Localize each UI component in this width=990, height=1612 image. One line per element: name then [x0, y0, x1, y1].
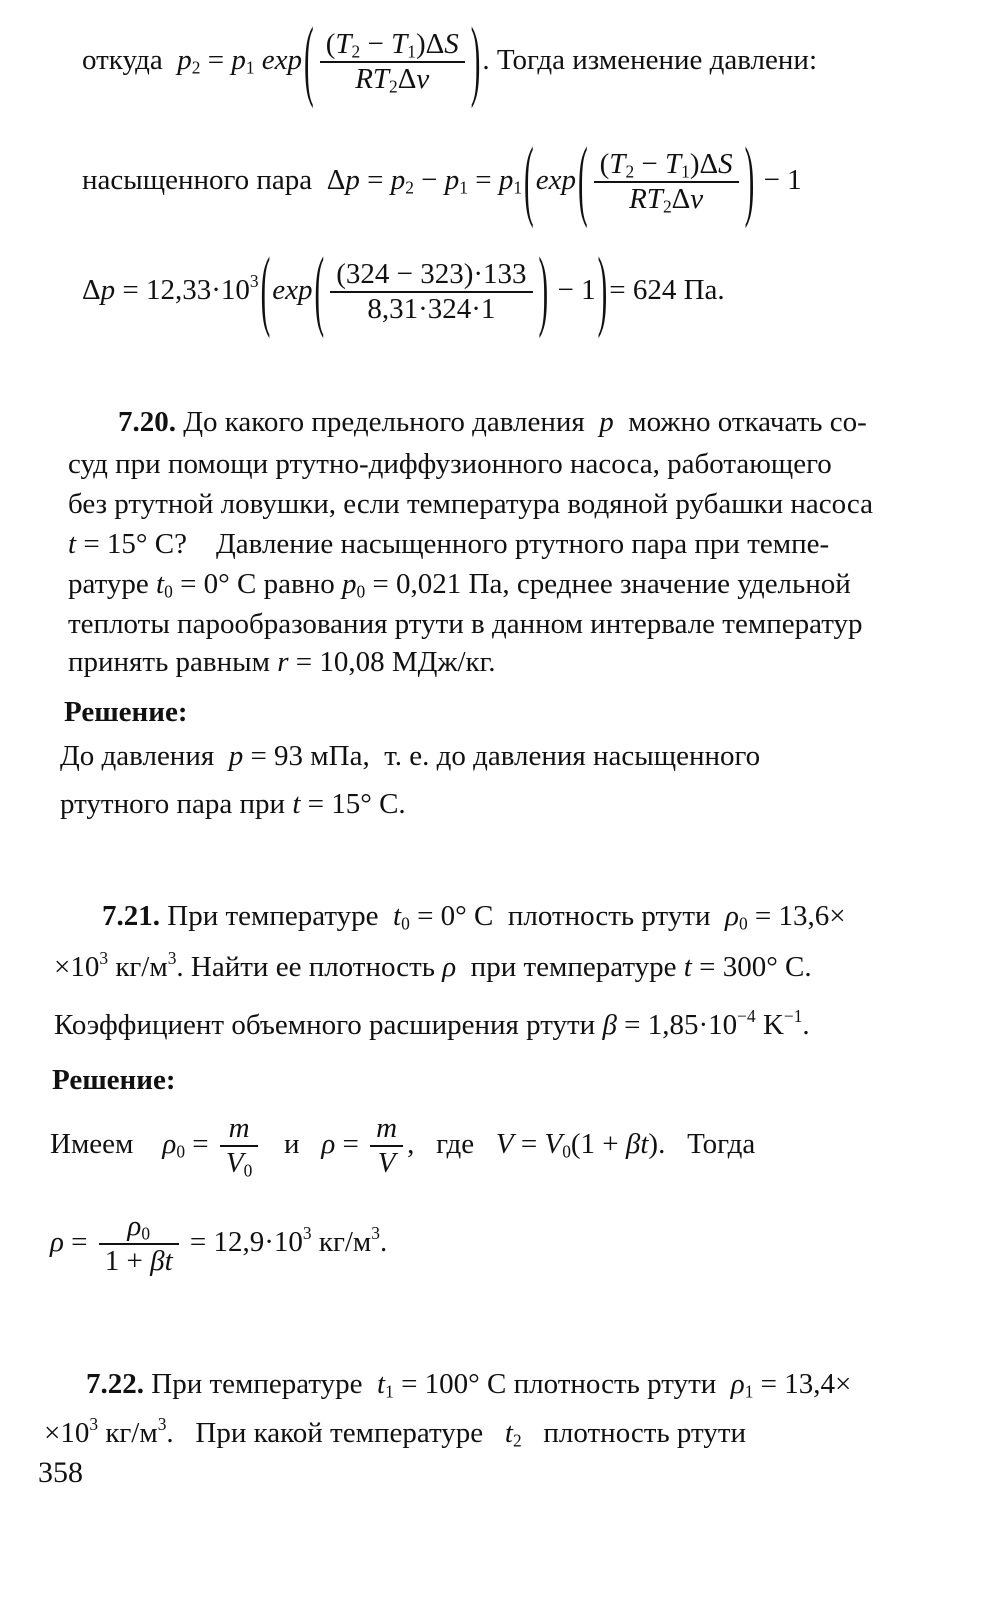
problem-7-21-line-1: 7.21. При температуре $t_0 = 0^\circ$ C плотность ртути $\rho_0 = 13,6\times$: [102, 900, 846, 934]
problem-7-20-solution-heading: Решение:: [64, 696, 188, 728]
problem-7-20-line-3: без ртутной ловушки, если температура водяной рубашки насоса: [68, 488, 873, 520]
formula-line-3: $\Delta p = 12,33\cdot 10^3(\exp$( $\frac{(324 - 323)\cdot 133}{8,31\cdot 324\cdot 1}$ ) − 1)= 624 Па.: [82, 241, 725, 341]
formula-line-1: откуда $p_2 = p_1$ exp( $\frac{(T_2 - T_1)\Delta S}{RT_2\Delta\nu}$ ). Тогда изменение давлени:: [82, 11, 817, 111]
problem-7-20-line-6: теплоты парообразования ртути в данном интервале температур: [68, 608, 863, 640]
problem-7-20-line-1: 7.20. До какого предельного давления p можно откачать со-: [118, 406, 867, 438]
page-number: 358: [38, 1456, 83, 1489]
problem-7-20-line-2: суд при помощи ртутно-диффузионного насоса, работающего: [68, 448, 832, 480]
problem-7-21-solution-heading: Решение:: [52, 1064, 176, 1096]
problem-7-20-line-4: t = 15° C? Давление насыщенного ртутного пара при темпе-: [68, 528, 830, 560]
problem-7-20-line-7: принять равным r = 10,08 МДж/кг.: [68, 646, 496, 678]
problem-7-21-solution-line-2: ρ = $\frac{\rho_0}{1 + \beta t}$ = $12,9\cdot 10^3$ $кг/м^3$.: [50, 1210, 388, 1278]
problem-7-20-solution-line-2: ртутного пара при t = 15° C.: [60, 788, 406, 820]
problem-7-21-line-3: Коэффициент объемного расширения ртути $\beta = 1,85\cdot 10^{-4}$ $K^{-1}$.: [54, 1006, 810, 1042]
problem-7-21-line-2: $\times 10^3$ $кг/м^3$. Найти ее плотность ρ при температуре t = 300° C.: [54, 948, 812, 984]
problem-7-20-solution-line-1: До давления p = 93 мПа, т. е. до давления насыщенного: [60, 740, 761, 772]
problem-7-22-line-2: $\times 10^3$ $кг/м^3$. При какой температуре $t_2$ плотность ртути: [44, 1414, 747, 1451]
problem-7-20-line-5: ратуре $t_0 = 0^\circ$ C равно $p_0 = 0,021$ Па, среднее значение удельной: [68, 568, 851, 602]
formula-line-2: насыщенного пара $\Delta p = p_2 - p_1 = p_1(\exp$( $\frac{(T_2 - T_1)\Delta S}{RT_2\Delta\nu}$ ) − 1: [82, 131, 802, 231]
problem-7-22-line-1: 7.22. При температуре $t_1 = 100^\circ$ C плотность ртути $\rho_1 = 13,4\times$: [86, 1368, 852, 1402]
problem-7-21-solution-line-1: Имеем $\rho_0$ = $\frac{m}{V_0}$ и ρ = $\frac{m}{V}$ , где $V = V_0(1 + \beta t)$. Тогда: [50, 1112, 756, 1181]
